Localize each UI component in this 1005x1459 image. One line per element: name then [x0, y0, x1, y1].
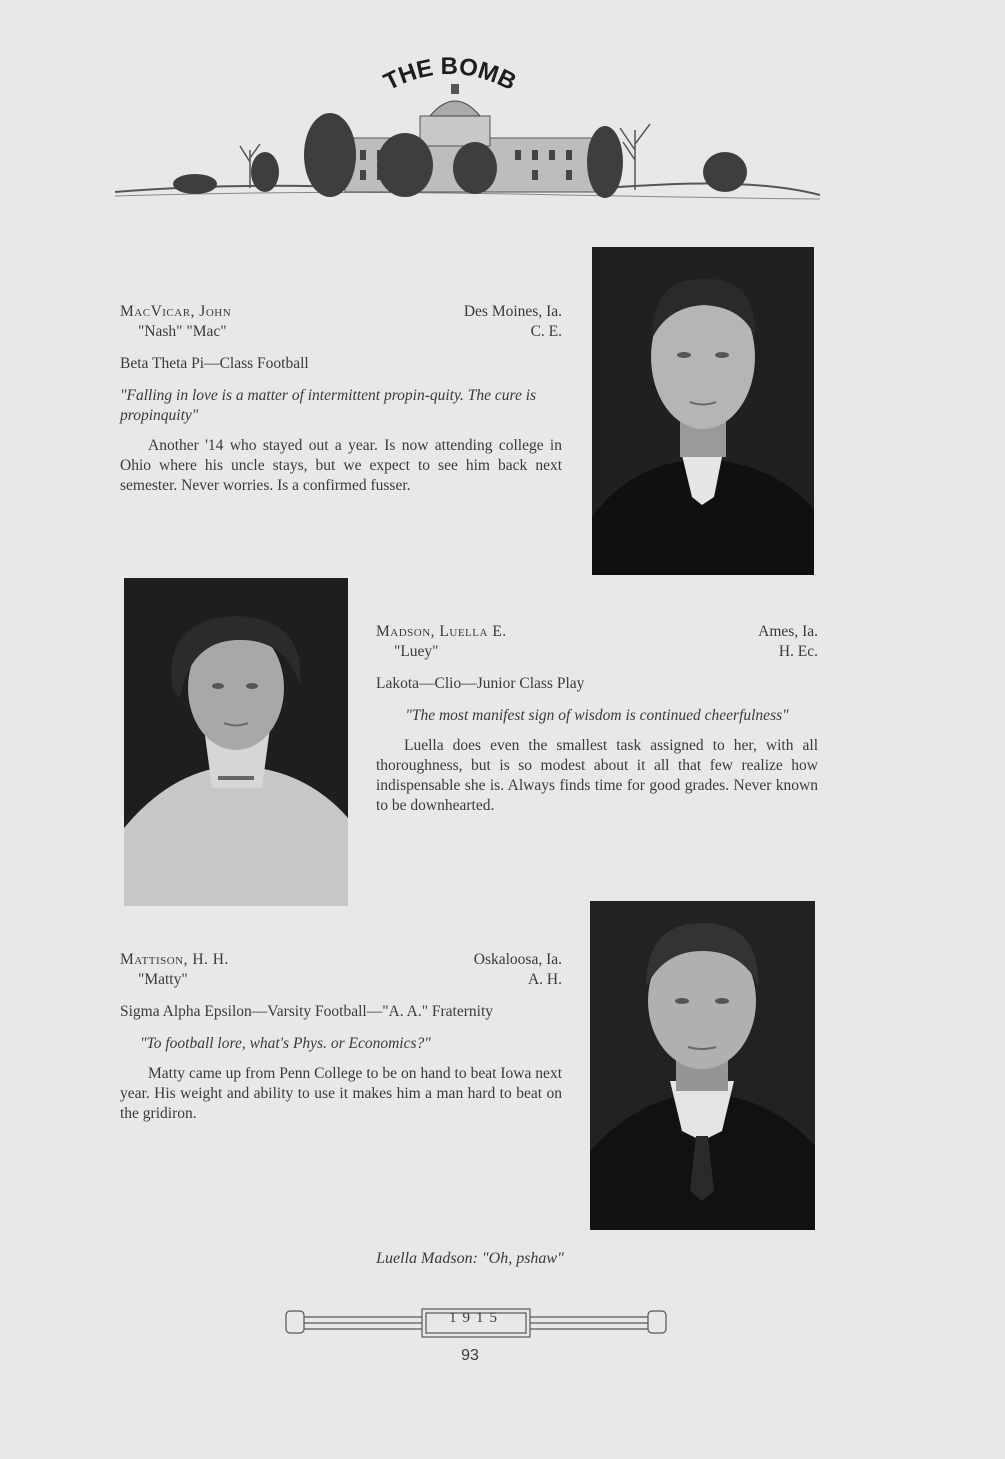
student-name: MacVicar, John: [120, 303, 232, 320]
portrait-photo-mattison: [590, 901, 815, 1230]
portrait-photo-madson: [124, 578, 348, 906]
quote: "The most manifest sign of wisdom is continued cheerfulness": [405, 707, 789, 724]
course: A. H.: [527, 971, 562, 988]
page-number: 93: [461, 1347, 479, 1364]
bio: Luella does even the smallest task assigned to her, with all thoroughness, but is so modest about it all that few realize how indispensable she is. Always finds time for good grades. Never known to be downhearted.: [376, 737, 818, 814]
course: C. E.: [530, 323, 562, 340]
entry-macvicar: [120, 302, 562, 496]
activities: Lakota—Clio—Junior Class Play: [376, 675, 585, 692]
campus-banner-illustration: [115, 80, 820, 208]
nicknames: "Nash" "Mac": [138, 323, 227, 340]
entry-mattison: [120, 950, 562, 1124]
activities: Sigma Alpha Epsilon—Varsity Football—"A. A." Fraternity: [120, 1003, 494, 1020]
quote: "Falling in love is a matter of intermittent propin-quity. The cure is propinquity": [120, 387, 537, 424]
portrait-photo-macvicar: [592, 247, 814, 575]
hometown: Oskaloosa, Ia.: [473, 951, 562, 968]
course: H. Ec.: [778, 643, 818, 660]
footer-quote: Luella Madson: "Oh, pshaw": [376, 1250, 564, 1267]
student-name: Mattison, H. H.: [120, 951, 229, 968]
entry-madson: [376, 622, 818, 816]
bio: Another '14 who stayed out a year. Is now attending college in Ohio where his uncle stays, but we expect to see him back next semester. Never worries. Is a confirmed fusser.: [120, 437, 562, 494]
hometown: Ames, Ia.: [758, 623, 818, 640]
nicknames: "Matty": [138, 971, 188, 988]
bio: Matty came up from Penn College to be on hand to beat Iowa next year. His weight and ability to use it makes him a man hard to beat on the gridiron.: [120, 1065, 562, 1122]
activities: Beta Theta Pi—Class Football: [120, 355, 309, 372]
hometown: Des Moines, Ia.: [463, 303, 562, 320]
quote: "To football lore, what's Phys. or Economics?": [140, 1035, 431, 1052]
nicknames: "Luey": [394, 643, 439, 660]
student-name: Madson, Luella E.: [376, 623, 507, 640]
svg-text:THE BOMB: THE BOMB: [379, 52, 521, 96]
year-label: 1915: [449, 1310, 503, 1326]
